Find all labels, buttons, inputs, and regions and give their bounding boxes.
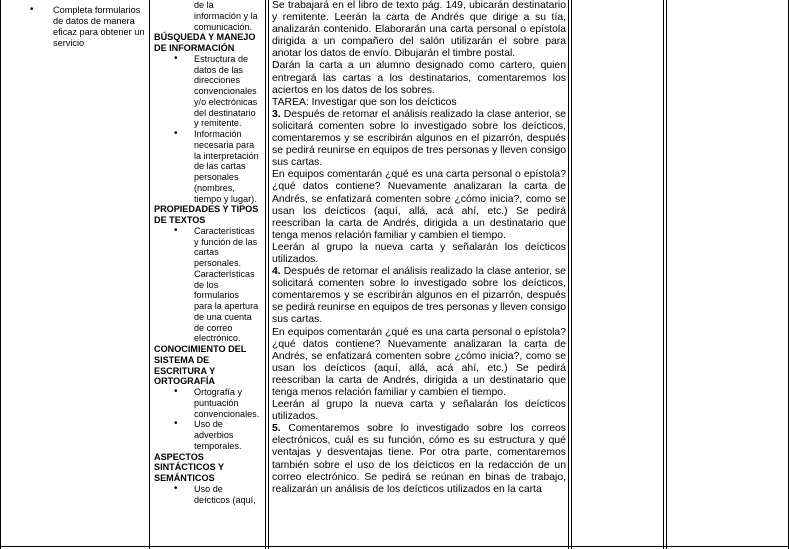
activity-paragraph: Se trabajará en el libro de texto pág. 149, ubicarán destinatario y remitente. Leerán la carta de Andrés que dirige a su tía, analizarán contenido. Elaborarán una carta personal o epístola dirigida a un compañero del salón utilizarán el sobre para anotar los datos de envío. Dibujarán el timbre postal. xyxy=(272,0,566,60)
list-item-text: Información necesaria para la interpretación de las cartas personales (nombres, tiempo y lugar). xyxy=(194,129,259,204)
column-evaluation xyxy=(667,0,787,546)
list-item-text: Estructura de datos de las direcciones convencionales y/o electrónicas del destinatario y remitente. xyxy=(194,53,258,129)
homework-text: TAREA: Investigar que son los deícticos xyxy=(272,96,457,108)
activity-step-3 xyxy=(272,109,566,169)
list-item xyxy=(154,419,259,451)
list-item-text: Completa formularios de datos de manera eficaz para obtener un servicio xyxy=(53,5,145,48)
activity-paragraph: Leerán al grupo la nueva carta y señalarán los deícticos utilizados. xyxy=(272,241,566,265)
section-heading: CONOCIMIENTO DEL SISTEMA DE ESCRITURA Y ORTOGRAFÍA xyxy=(154,344,247,387)
column-divider-2 xyxy=(265,0,266,549)
step-number: 5. xyxy=(272,423,281,435)
activity-step-4 xyxy=(272,266,566,326)
continued-text: de la información y la comunicación. xyxy=(194,0,258,32)
bullet-icon: • xyxy=(174,482,178,494)
activity-paragraph: En equipos comentarán ¿qué es una carta personal o epístola? ¿qué datos contiene? Nuevamente analizaran la carta de Andrés, se enfatizará comenten sobre ¿cómo inicia?, como se usan los deícticos (aquí, allá, acá ahí, etc.) Se pedirá reescriban la carta de Andrés, dirigida a un destinatario que tenga menos relación familiar y cambien el tiempo. xyxy=(272,169,566,241)
column-contents xyxy=(154,0,259,505)
section-heading: ASPECTOS SINTÁCTICOS Y SEMÁNTICOS xyxy=(154,451,224,483)
table-border-bottom xyxy=(1,546,788,547)
list-item xyxy=(8,5,148,49)
activity-paragraph: En equipos comentarán ¿qué es una carta personal o epístola? ¿qué datos contiene? Nuevamente analizaran la carta de Andrés, se enfatizará comenten sobre ¿cómo inicia?, como se usan los deícticos (aquí, allá, acá ahí, etc.) Se pedirá reescriban la carta de Andrés, dirigida a un destinatario que tenga menos relación familiar y cambien el tiempo. xyxy=(272,326,566,398)
activity-paragraph: Darán la carta a un alumno designado como cartero, quien entregará las cartas a los destinatarios, comentaremos los aciertos en los datos de los sobres. xyxy=(272,60,566,96)
bullet-icon: • xyxy=(30,4,34,15)
column-divider-1 xyxy=(149,0,150,549)
bullet-icon: • xyxy=(174,224,178,236)
section-list xyxy=(154,387,259,452)
list-item-text: Características y función de las cartas personales. Características de los formularios para la apertura de una cuenta de correo electrónico. xyxy=(194,225,259,344)
step-text: Después de retomar el análisis realizado la clase anterior, se solicitará comenten sobre lo investigado sobre los deícticos, comentaremos y se escribirán algunos en el pizarrón, después se pedirá reunirse en equipos de tres personas y lleven consigo sus cartas. xyxy=(272,266,566,326)
section-list xyxy=(154,484,259,506)
step-text: Después de retomar el análisis realizado la clase anterior, se solicitará comenten sobre lo investigado sobre los deícticos, comentaremos y se escribirán algunos en el pizarrón, después se pedirá reunirse en equipos de tres personas y lleven consigo sus cartas. xyxy=(272,108,566,169)
activity-step-5 xyxy=(272,423,566,496)
column-divider-2b xyxy=(268,0,269,549)
column-resources xyxy=(572,0,662,546)
list-item-text: Ortografía y puntuación convencionales. xyxy=(194,387,259,419)
step-number: 3. xyxy=(272,108,281,120)
list-item xyxy=(154,54,259,129)
section-list xyxy=(154,226,259,344)
list-item xyxy=(154,387,259,419)
section-list xyxy=(154,54,259,205)
activity-paragraph: Leerán al grupo la nueva carta y señalarán los deícticos utilizados. xyxy=(272,399,566,423)
list-item-text: Uso de adverbios temporales. xyxy=(194,419,242,451)
section-heading: PROPIEDADES Y TIPOS DE TEXTOS xyxy=(154,204,259,225)
table-border-left xyxy=(0,0,1,549)
list-item xyxy=(154,484,259,506)
list-item xyxy=(154,226,259,344)
list-item-text: Uso de deícticos (aquí, xyxy=(194,483,256,505)
section-heading: BÚSQUEDA Y MANEJO DE INFORMACIÓN xyxy=(154,32,256,53)
bullet-icon: • xyxy=(174,386,178,397)
bullet-icon: • xyxy=(174,52,178,64)
bullet-icon: • xyxy=(174,418,178,430)
column-activities xyxy=(272,0,566,496)
step-text: Comentaremos sobre lo investigado sobre los correos electrónicos, cuál es su función, cómo es su estructura y qué ventajas y desventajas tiene. Por otra parte, comentaremos también sobre el uso de los deícticos en la redacción de un correo electrónico. Se pedirá se reúnan en binas de trabajo, realizarán un análisis de los deícticos utilizados en la carta xyxy=(272,423,566,495)
step-number: 4. xyxy=(272,266,281,278)
expected-learning-list xyxy=(8,5,148,49)
column-divider-4 xyxy=(663,0,664,549)
column-divider-3 xyxy=(568,0,569,549)
column-expected-learning xyxy=(8,0,148,49)
list-item xyxy=(154,129,259,204)
bullet-icon: • xyxy=(174,128,178,139)
